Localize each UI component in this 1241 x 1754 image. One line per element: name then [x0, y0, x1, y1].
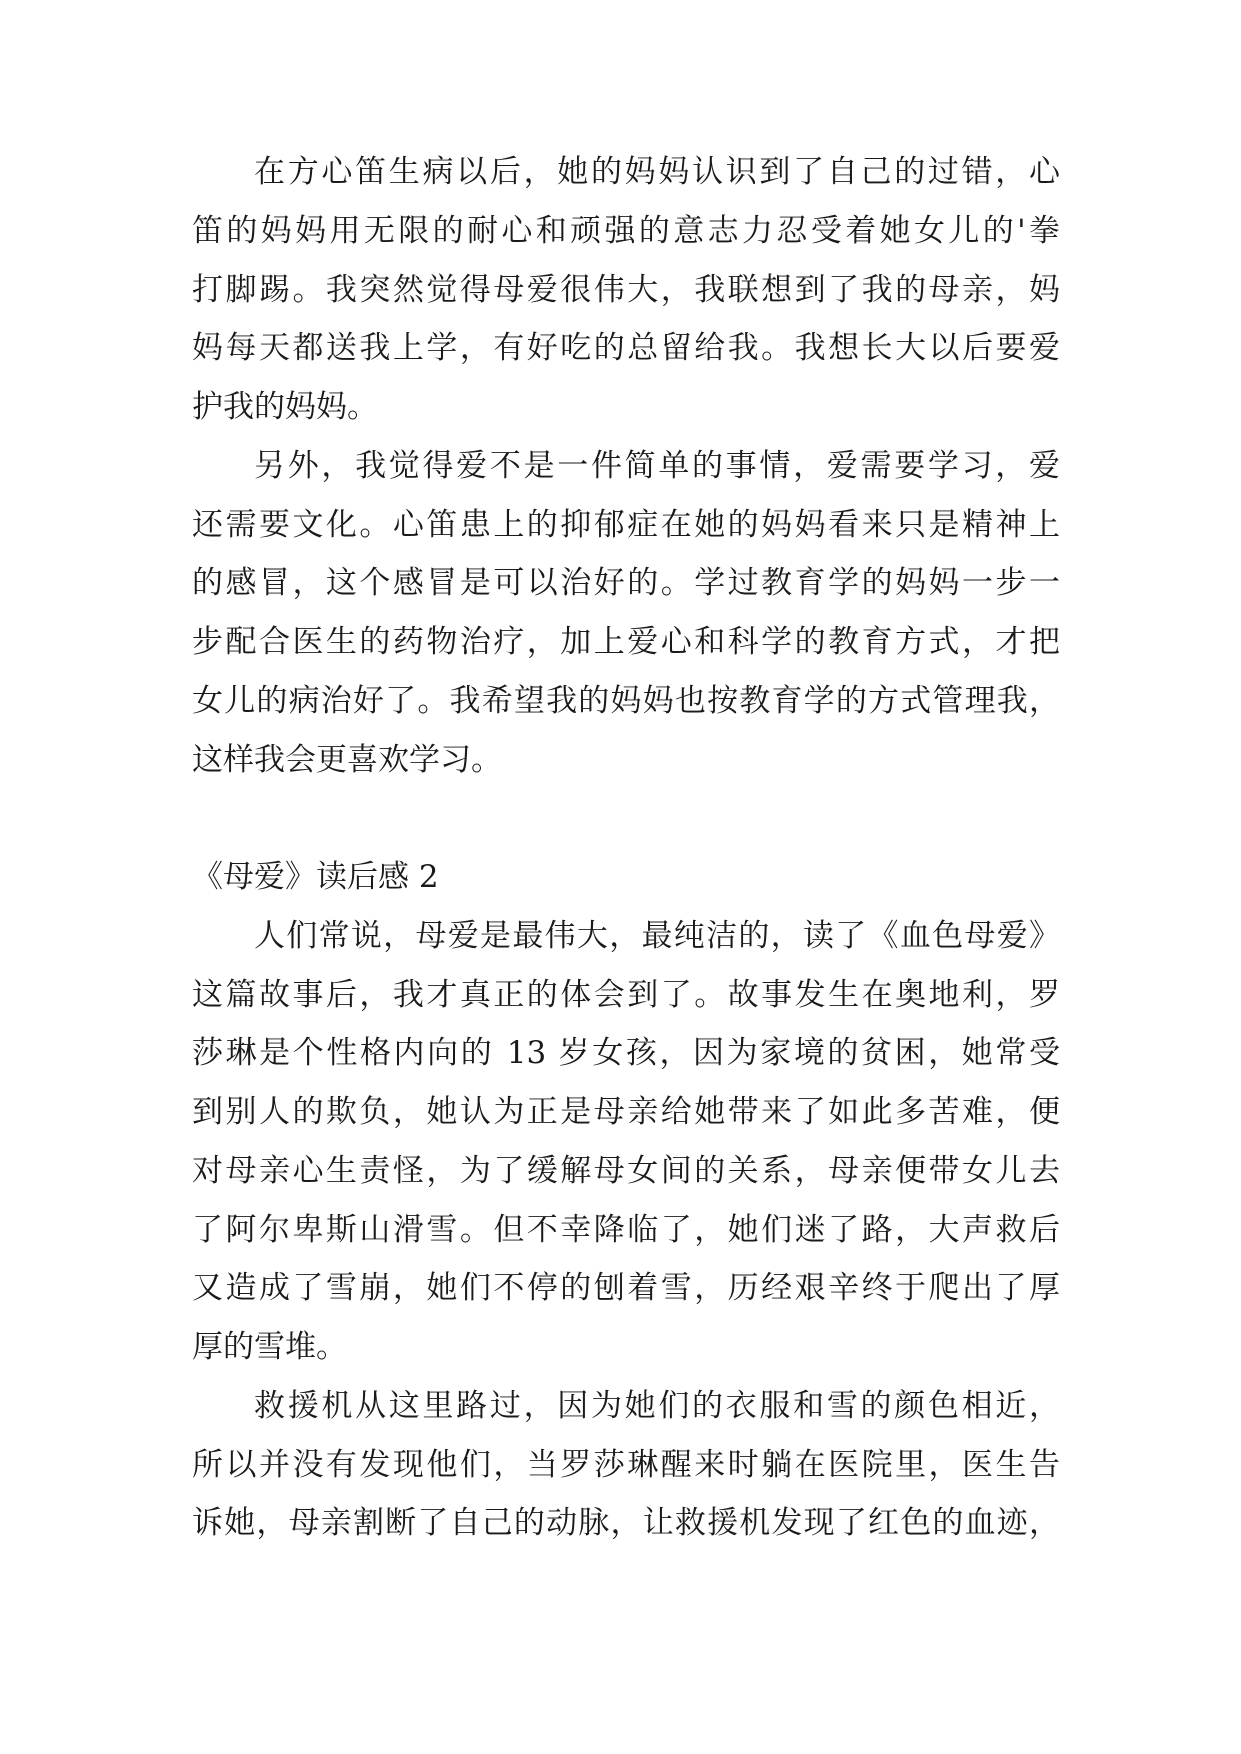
- paragraph-line: 这样我会更喜欢学习。: [192, 742, 502, 778]
- section-heading: 《母爱》读后感 2: [192, 859, 439, 895]
- paragraph-line: 了阿尔卑斯山滑雪。但不幸降临了，她们迷了路，大声救后: [192, 1212, 1060, 1248]
- paragraph-line: 救援机从这里路过，因为她们的衣服和雪的颜色相近，: [254, 1388, 1060, 1424]
- paragraph-line: 诉她，母亲割断了自己的动脉，让救援机发现了红色的血迹，: [192, 1505, 1060, 1541]
- paragraph-line: 的感冒，这个感冒是可以治好的。学过教育学的妈妈一步一: [192, 565, 1060, 601]
- paragraph-line: 在方心笛生病以后，她的妈妈认识到了自己的过错，心: [254, 154, 1060, 190]
- paragraph-line: 步配合医生的药物治疗，加上爱心和科学的教育方式，才把: [192, 624, 1060, 660]
- paragraph-line: 又造成了雪崩，她们不停的刨着雪，历经艰辛终于爬出了厚: [192, 1270, 1060, 1306]
- paragraph-line: 打脚踢。我突然觉得母爱很伟大，我联想到了我的母亲，妈: [192, 272, 1060, 308]
- paragraph-line: 这篇故事后，我才真正的体会到了。故事发生在奥地利，罗: [192, 977, 1060, 1013]
- paragraph-line: 女儿的病治好了。我希望我的妈妈也按教育学的方式管理我，: [192, 683, 1060, 719]
- paragraph-line: 另外，我觉得爱不是一件简单的事情，爱需要学习，爱: [254, 448, 1060, 484]
- paragraph-line: 对母亲心生责怪，为了缓解母女间的关系，母亲便带女儿去: [192, 1153, 1060, 1189]
- paragraph-line: 所以并没有发现他们，当罗莎琳醒来时躺在医院里，医生告: [192, 1447, 1060, 1483]
- paragraph-line: 还需要文化。心笛患上的抑郁症在她的妈妈看来只是精神上: [192, 507, 1060, 543]
- paragraph-line: 妈每天都送我上学，有好吃的总留给我。我想长大以后要爱: [192, 330, 1060, 366]
- paragraph-line: 莎琳是个性格内向的 13 岁女孩，因为家境的贫困，她常受: [192, 1035, 1060, 1071]
- paragraph-line: 人们常说，母爱是最伟大，最纯洁的，读了《血色母爱》: [254, 918, 1060, 954]
- paragraph-line: 笛的妈妈用无限的耐心和顽强的意志力忍受着她女儿的'拳: [192, 213, 1060, 249]
- paragraph-line: 到别人的欺负，她认为正是母亲给她带来了如此多苦难，便: [192, 1094, 1060, 1130]
- paragraph-line: 护我的妈妈。: [192, 389, 378, 425]
- paragraph-line: 厚的雪堆。: [192, 1329, 347, 1365]
